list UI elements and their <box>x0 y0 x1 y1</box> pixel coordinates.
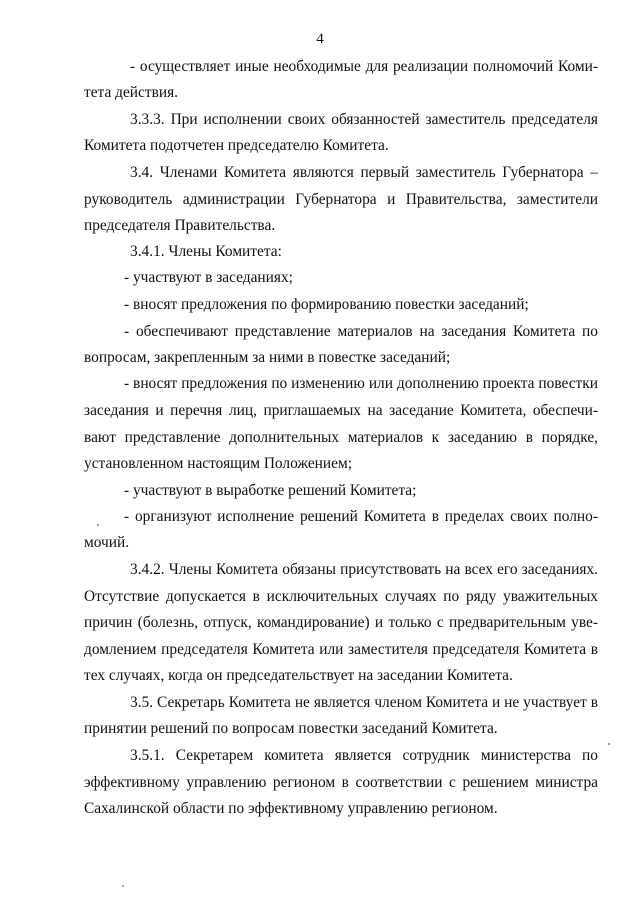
scan-speck <box>122 885 124 887</box>
text-line: вают представление дополнительных материалов к заседанию в порядке, <box>84 429 598 446</box>
text-line: - участвуют в выработке решений Комитета; <box>124 482 417 499</box>
text-line: 3.4.1. Члены Комитета: <box>130 243 282 260</box>
text-line: 3.5. Секретарь Комитета не является членом Комитета и не участвует в <box>130 694 598 711</box>
text-line: эффективному управлению регионом в соответствии с решением министра <box>84 774 598 791</box>
text-line: 3.4.2. Члены Комитета обязаны присутствовать на всех его заседаниях. <box>130 561 598 578</box>
text-line: принятии решений по вопросам повестки заседаний Комитета. <box>84 720 498 737</box>
text-line: Отсутствие допускается в исключительных случаях по ряду уважительных <box>84 588 598 605</box>
scan-speck <box>608 743 610 745</box>
text-line: мочий. <box>84 534 130 551</box>
text-line: - обеспечивают представление материалов на заседания Комитета по <box>124 323 598 340</box>
text-line: 3.5.1. Секретарем комитета является сотрудник министерства по <box>130 747 598 764</box>
text-line: домлением председателя Комитета или заместителя председателя Комитета в <box>84 641 598 658</box>
text-line: тех случаях, когда он председательствует на заседании Комитета. <box>84 667 513 684</box>
text-line: - участвуют в заседаниях; <box>124 269 293 286</box>
text-line: - осуществляет иные необходимые для реализации полномочий Коми- <box>130 58 598 75</box>
text-line: - организуют исполнение решений Комитета в пределах своих полно- <box>124 508 598 525</box>
page-number: 4 <box>316 31 324 47</box>
text-line: вопросам, закрепленным за ними в повестке заседаний; <box>84 349 451 366</box>
text-line: руководитель администрации Губернатора и Правительства, заместители <box>84 191 598 208</box>
text-line: установленном настоящим Положением; <box>84 455 352 472</box>
text-line: Комитета подотчетен председателю Комитета. <box>84 137 389 154</box>
text-line: 3.3.3. При исполнении своих обязанностей заместитель председателя <box>130 111 598 128</box>
text-line: - вносят предложения по формированию повестки заседаний; <box>124 296 529 313</box>
text-line: - вносят предложения по изменению или дополнению проекта повестки <box>124 375 598 392</box>
text-line: Сахалинской области по эффективному управлению регионом. <box>84 800 498 817</box>
text-line: 3.4. Членами Комитета являются первый заместитель Губернатора – <box>130 164 598 181</box>
text-line: заседания и перечня лиц, приглашаемых на заседание Комитета, обеспечи- <box>84 402 598 419</box>
text-line: тета действия. <box>84 84 179 101</box>
text-line: причин (болезнь, отпуск, командирование) и только с предварительным уве- <box>84 614 598 631</box>
text-line: председателя Правительства. <box>84 217 276 234</box>
scan-speck <box>97 524 99 526</box>
